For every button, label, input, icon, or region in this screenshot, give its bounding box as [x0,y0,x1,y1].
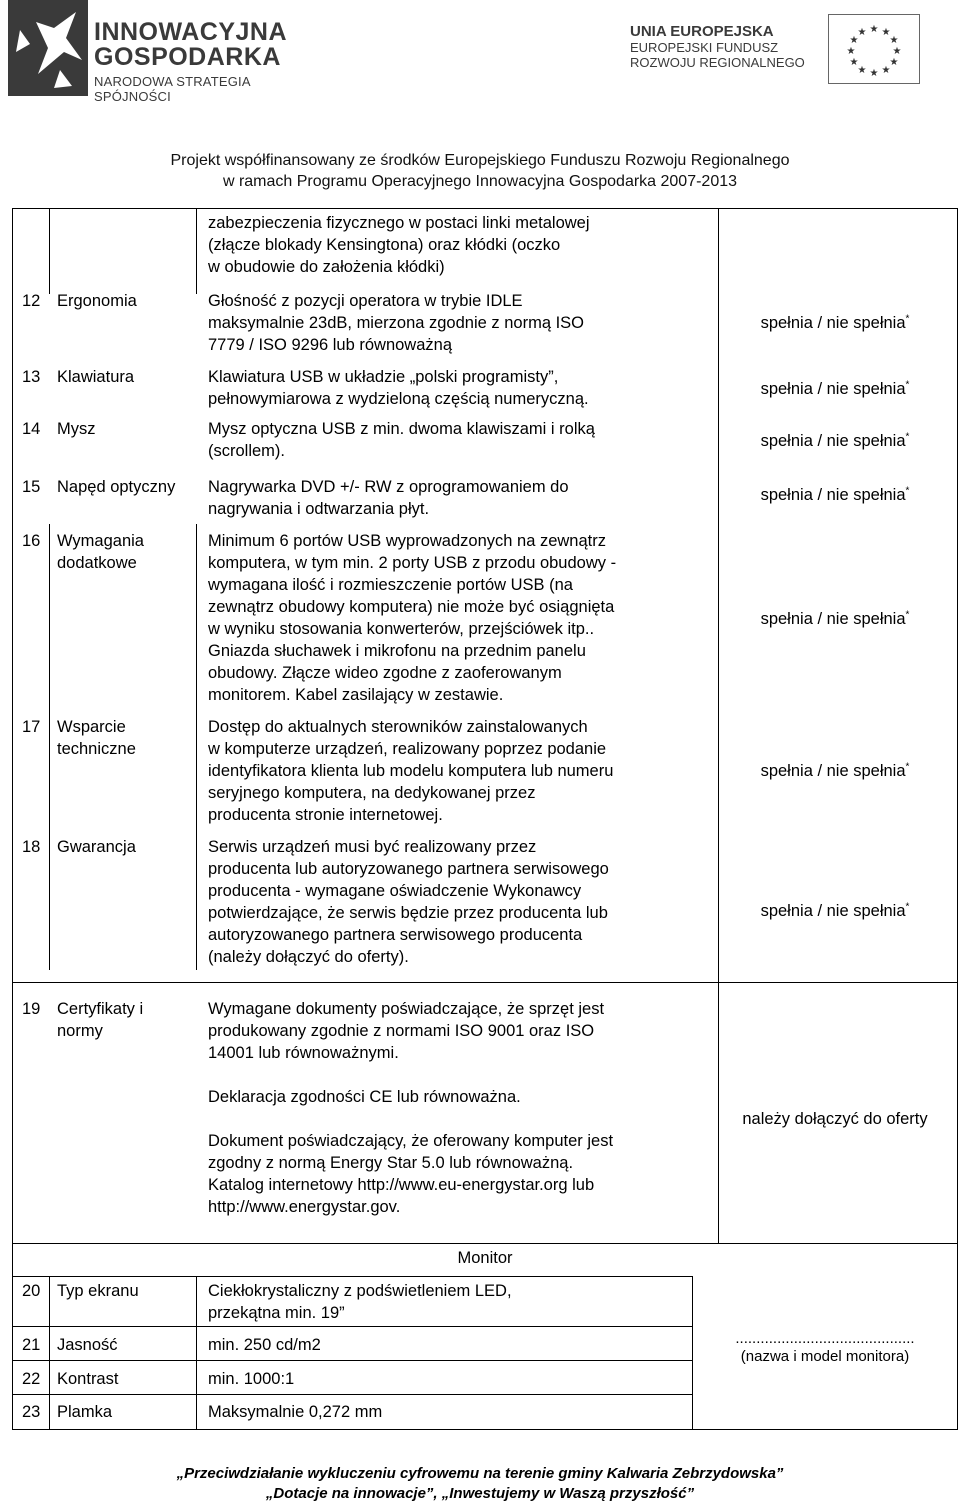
eu-logo-line-1: UNIA EUROPEJSKA [630,23,774,40]
monitor-row-name: Jasność [57,1336,118,1354]
monitor-name-blank: ........................................... [735,1330,915,1347]
row-description-line: 7779 / ISO 9296 lub równoważną [208,336,452,354]
monitor-row-description-line: min. 1000:1 [208,1370,295,1388]
row-name-line: Wymagania [57,532,144,550]
row-description-line: pełnowymiarowa z wydzieloną częścią numeryczną. [208,390,589,408]
project-line-1: Projekt współfinansowany ze środków Europejskiego Funduszu Rozwoju Regionalnego [170,152,790,169]
row-name [57,998,143,1042]
specification-table [12,208,958,1430]
row-description-line: Serwis urządzeń musi być realizowany przez [208,838,537,856]
row-number [22,366,40,388]
row-number-line: 12 [22,292,41,310]
innowacyjna-gospodarka-logo-icon [8,0,88,96]
row-description-line: (scrollem). [208,442,285,460]
monitor-row-number: 23 [22,1403,41,1421]
row-description-line: Dokument poświadczający, że oferowany komputer jest [208,1132,614,1150]
row-description-line: Dostęp do aktualnych sterowników zainstalowanych [208,718,588,736]
logo-line-2: GOSPODARKA [94,43,281,71]
footer-line-1: „Przeciwdziałanie wykluczeniu cyfrowemu na terenie gminy Kalwaria Zebrzydowska” [176,1465,784,1482]
row-status [712,900,958,922]
monitor-header-divider [12,1276,692,1277]
status-text: spełnia / nie spełnia [760,902,906,920]
svg-text:★: ★ [849,35,859,46]
row-description-line: 14001 lub równoważnymi. [208,1044,399,1062]
row-description-line: http://www.energystar.gov. [208,1198,401,1216]
row-number [22,998,40,1020]
row-description-line: w wyniku stosowania konwerterów, przejściówek itp.. [208,620,595,638]
monitor-row-23-divider [12,1394,692,1395]
monitor-row-description-line: Maksymalnie 0,272 mm [208,1403,383,1421]
innowacyjna-gospodarka-logo [8,0,308,104]
row-name [57,530,144,574]
table-left-border-monitor [12,1243,13,1430]
row-name-line: Napęd optyczny [57,478,176,496]
svg-text:★: ★ [889,57,899,68]
row-number [22,836,40,858]
row-description [208,716,678,826]
row-description-line: zgodny z normą Energy Star 5.0 lub równoważną. [208,1154,574,1172]
table-bottom-border [12,1429,958,1430]
svg-text:★: ★ [846,46,856,57]
row-number-line: 18 [22,838,41,856]
svg-text:★: ★ [869,24,879,35]
row-description-line: (należy dołączyć do oferty). [208,948,409,966]
row-description-line: identyfikatora klienta lub modelu komputera lub numeru [208,762,614,780]
svg-text:★: ★ [892,46,902,57]
row-description-line: Deklaracja zgodności CE lub równoważna. [208,1088,521,1106]
monitor-row-name: Plamka [57,1403,113,1421]
row-number [22,290,40,312]
row-name-line: Gwarancja [57,838,136,856]
row-description-line: zabezpieczenia fizycznego w postaci linki metalowej [208,214,590,232]
logo-line-3: NARODOWA STRATEGIA SPÓJNOŚCI [94,74,251,104]
asterisk-mark: * [905,761,910,773]
row-description-line: seryjnego komputera, na dedykowanej przez [208,784,536,802]
row-description [208,530,678,706]
table-left-border [12,208,13,1243]
project-line-2: w ramach Programu Operacyjnego Innowacyjna Gospodarka 2007-2013 [222,173,738,190]
row-name [57,716,136,760]
monitor-num-divider [49,1276,50,1430]
row-description-line [208,1108,678,1130]
row-status [712,430,958,452]
status-text: spełnia / nie spełnia [760,610,906,628]
row-name-line: normy [57,1022,103,1040]
row-number-line: 19 [22,1000,41,1018]
monitor-row-description-line: min. 250 cd/m2 [208,1336,321,1354]
row-description-line: w komputerze urządzeń, realizowany poprzez podanie [208,740,607,758]
eu-logo-line-2: EUROPEJSKI FUNDUSZ [630,40,779,55]
row-description-line: producenta stronie internetowej. [208,806,443,824]
col-name-divider-top [196,208,197,294]
row-description-line: Klawiatura USB w układzie „polski programisty”, [208,368,559,386]
col-num-divider-mid [49,524,50,970]
svg-text:★: ★ [881,27,891,38]
project-caption [0,150,960,192]
row-description-line: (złącze blokady Kensingtona) oraz kłódki (oczko [208,236,561,254]
row-name-line: dodatkowe [57,554,137,572]
row-description-line [208,1064,678,1086]
row-description [208,290,678,356]
asterisk-mark: * [905,431,910,443]
eu-logo-line-3: ROZWOJU REGIONALNEGO [630,55,805,70]
row-name-line: Certyfikaty i [57,1000,144,1018]
asterisk-mark: * [905,379,910,391]
row-description-line: autoryzowanego partnera serwisowego producenta [208,926,583,944]
svg-text:★: ★ [869,68,879,79]
monitor-section-header: Monitor [457,1249,513,1267]
row-number-line: 15 [22,478,41,496]
monitor-row-number: 20 [22,1282,41,1300]
row-description-line: wymagana ilość i rozmieszczenie portów USB (na [208,576,573,594]
row-description-line: maksymalnie 23dB, mierzona zgodnie z normą ISO [208,314,585,332]
status-text: spełnia / nie spełnia [760,486,906,504]
row-description-line: monitorem. Kabel zasilający w zestawie. [208,686,504,704]
row-description-line: Nagrywarka DVD +/- RW z oprogramowaniem do [208,478,569,496]
svg-text:★: ★ [889,35,899,46]
row-description-line: potwierdzające, że serwis będzie przez producenta lub [208,904,608,922]
row-status [712,608,958,630]
row-description-line: Katalog internetowy http://www.eu-energystar.org lub [208,1176,595,1194]
row-name-line: Mysz [57,420,96,438]
row-divider-19 [12,982,958,983]
svg-text:★: ★ [849,57,859,68]
monitor-row-21-divider [12,1326,692,1327]
row-description-line: zewnątrz obudowy komputera) nie może być osiągnięta [208,598,615,616]
col-num-divider-top [49,208,50,294]
row-number-line: 14 [22,420,41,438]
row-divider-monitor [12,1243,958,1244]
monitor-row-description-line: Ciekłokrystaliczny z podświetleniem LED, [208,1282,512,1300]
row-description [208,418,678,462]
status-text: spełnia / nie spełnia [760,314,906,332]
row-number [22,530,40,552]
status-text: spełnia / nie spełnia [760,432,906,450]
row-description-line: nagrywania i odtwarzania płyt. [208,500,430,518]
row-name [57,836,136,858]
row-description-line: Głośność z pozycji operatora w trybie IDLE [208,292,523,310]
svg-text:★: ★ [857,27,867,38]
row-description [208,366,678,410]
monitor-status-divider [692,1276,693,1430]
row-number-line: 16 [22,532,41,550]
row-name [57,290,137,312]
col-status-divider [718,208,719,1243]
col-name-divider-mid [196,524,197,970]
row-name [57,418,96,440]
svg-text:★: ★ [881,65,891,76]
svg-text:★: ★ [857,65,867,76]
row-name [57,476,175,498]
row-description-line: Wymagane dokumenty poświadczające, że sprzęt jest [208,1000,605,1018]
monitor-name-caption: (nazwa i model monitora) [740,1348,910,1365]
asterisk-mark: * [905,901,910,913]
monitor-row-name: Typ ekranu [57,1282,139,1300]
table-top-border [12,208,958,209]
row-description-line: obudowy. Złącze wideo zgodne z zaoferowanym [208,664,562,682]
row-description [208,998,678,1218]
row-description-line: Gniazda słuchawek i mikrofonu na przednim panelu [208,642,586,660]
monitor-name-divider [196,1276,197,1430]
asterisk-mark: * [905,313,910,325]
status-text: spełnia / nie spełnia [760,380,906,398]
row-number [22,476,40,498]
row-description-line: Minimum 6 portów USB wyprowadzonych na zewnątrz [208,532,606,550]
row-description-line: w obudowie do założenia kłódki) [208,258,445,276]
monitor-row-description-line: przekątna min. 19” [208,1304,345,1322]
logo-line-1: INNOWACYJNA [94,18,288,46]
eu-flag-icon [828,14,920,84]
row-description [208,212,678,278]
row-status [712,312,958,334]
eu-logo [630,0,952,96]
row-description-line: producenta lub autoryzowanego partnera serwisowego [208,860,609,878]
row-description [208,836,678,968]
asterisk-mark: * [905,485,910,497]
row-description-line: producenta - wymagane oświadczenie Wykonawcy [208,882,582,900]
monitor-row-22-divider [12,1360,692,1361]
row-number [22,716,40,738]
row-description-line: Mysz optyczna USB z min. dwoma klawiszami i rolką [208,420,595,438]
status-text: należy dołączyć do oferty [742,1110,928,1128]
row-number-line: 13 [22,368,41,386]
row-name-line: Klawiatura [57,368,135,386]
status-text: spełnia / nie spełnia [760,762,906,780]
footer [0,1464,960,1504]
row-status [712,760,958,782]
monitor-row-number: 21 [22,1336,41,1354]
row-description [208,476,678,520]
row-name-line: Ergonomia [57,292,137,310]
row-status [712,484,958,506]
monitor-row-description [208,1368,678,1390]
row-number-line: 17 [22,718,41,736]
row-name-line: techniczne [57,740,136,758]
row-description-line: komputera, w tym min. 2 porty USB z przodu obudowy - [208,554,617,572]
monitor-row-description [208,1334,678,1356]
monitor-row-number: 22 [22,1370,41,1388]
row-number [22,418,40,440]
monitor-row-name: Kontrast [57,1370,119,1388]
row-name-line: Wsparcie [57,718,126,736]
monitor-status [694,1330,956,1366]
row-description-line: produkowany zgodnie z normami ISO 9001 oraz ISO [208,1022,595,1040]
asterisk-mark: * [905,609,910,621]
row-status [712,1108,958,1130]
monitor-row-description [208,1401,678,1423]
footer-line-2: „Dotacje na innowacje”, „Inwestujemy w Waszą przyszłość” [265,1485,695,1502]
row-name [57,366,134,388]
row-status [712,378,958,400]
monitor-row-description [208,1280,678,1324]
